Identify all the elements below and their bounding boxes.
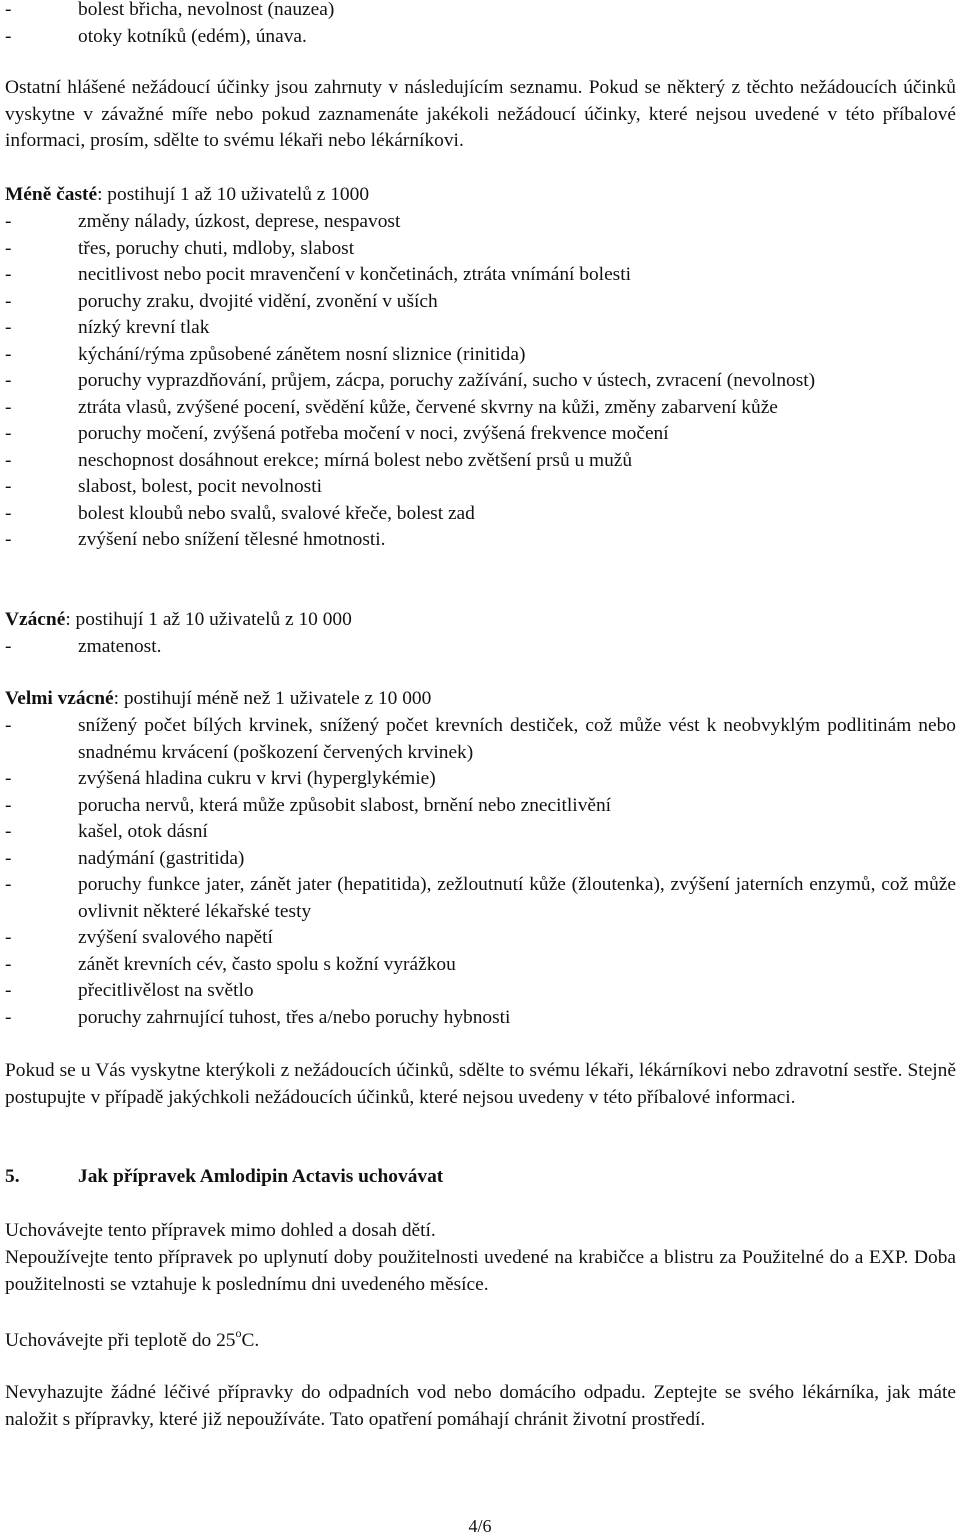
list-item-text: poruchy zraku, dvojité vidění, zvonění v uších: [78, 290, 438, 312]
list-item: - zvýšení nebo snížení tělesné hmotnosti.: [5, 527, 956, 554]
list-item-text: třes, poruchy chuti, mdloby, slabost: [78, 237, 355, 259]
very-rare-list: [5, 713, 956, 1031]
list-item: - slabost, bolest, pocit nevolnosti: [5, 474, 956, 501]
list-item: - kýchání/rýma způsobené zánětem nosní sliznice (rinitida): [5, 342, 956, 369]
list-item: - porucha nervů, která může způsobit slabost, brnění nebo znecitlivění: [5, 793, 956, 820]
list-item-text: nadýmání (gastritida): [78, 847, 245, 869]
list-item-text: zmatenost.: [78, 636, 162, 657]
uncommon-heading: Méně časté: postihují 1 až 10 uživatelů z 1000: [5, 184, 370, 205]
list-item: - snížený počet bílých krvinek, snížený počet krevních destiček, což může vést k neobvyklým podlitinám nebo snadnému krvácení (poškození červených krvinek): [5, 713, 956, 766]
rare-heading: Vzácné: postihují 1 až 10 uživatelů z 10 000: [5, 609, 352, 630]
list-item-text: ztráta vlasů, zvýšené pocení, svědění kůže, červené skvrny na kůži, změny zabarvení kůže: [78, 396, 778, 418]
list-item: - kašel, otok dásní: [5, 819, 956, 846]
list-item-text: nízký krevní tlak: [78, 317, 210, 338]
list-item-text: zvýšení nebo snížení tělesné hmotnosti.: [78, 529, 386, 550]
list-item-text: poruchy vyprazdňování, průjem, zácpa, poruchy zažívání, sucho v ústech, zvracení (nevolnost): [78, 370, 816, 391]
list-item: - bolest břicha, nevolnost (nauzea): [5, 0, 335, 20]
page-number: 4/6: [468, 1516, 492, 1536]
list-item: - poruchy zahrnující tuhost, třes a/nebo poruchy hybnosti: [5, 1005, 956, 1032]
list-item: - zvýšená hladina cukru v krvi (hyperglykémie): [5, 766, 956, 793]
list-item-text: bolest kloubů nebo svalů, svalové křeče, bolest zad: [78, 502, 475, 524]
list-item: - zvýšení svalového napětí: [5, 925, 956, 952]
list-item: - otoky kotníků (edém), únava.: [5, 25, 307, 47]
list-item: - poruchy zraku, dvojité vidění, zvonění v uších: [5, 289, 956, 316]
very-rare-heading: Velmi vzácné: postihují méně než 1 uživatele z 10 000: [5, 688, 432, 709]
list-item-text: zvýšení svalového napětí: [78, 927, 273, 948]
list-item-text: poruchy zahrnující tuhost, třes a/nebo poruchy hybnosti: [78, 1006, 511, 1028]
list-item-text: snížený počet bílých krvinek, snížený počet krevních destiček, což může vést k neobvyklým podlitinám nebo snadnému krvácení (poškození červených krvinek): [78, 715, 956, 763]
list-item: - ztráta vlasů, zvýšené pocení, svědění kůže, červené skvrny na kůži, změny zabarvení kůže: [5, 395, 956, 422]
section-number: 5.: [5, 1166, 20, 1187]
uncommon-list: [5, 209, 956, 554]
list-item: - zmatenost.: [5, 634, 956, 661]
list-item: - nadýmání (gastritida): [5, 846, 956, 873]
list-item-text: poruchy močení, zvýšená potřeba močení v noci, zvýšená frekvence močení: [78, 423, 669, 444]
list-item: - necitlivost nebo pocit mravenčení v končetinách, ztráta vnímání bolesti: [5, 262, 956, 289]
list-item-text: poruchy funkce jater, zánět jater (hepatitida), zežloutnutí kůže (žloutenka), zvýšení jaterních enzymů, což může ovlivnit některé lékařské testy: [78, 874, 956, 922]
report-paragraph: Pokud se u Vás vyskytne kterýkoli z nežádoucích účinků, sdělte to svému lékaři, lékárníkovi nebo zdravotní sestře. Stejně postupujte v případě jakýchkoli nežádoucích účinků, které nejsou uvedeny v této příbalové informaci.: [5, 1060, 956, 1108]
keep-away-paragraph: Uchovávejte tento přípravek mimo dohled a dosah dětí.: [5, 1220, 436, 1241]
top-list: [5, 0, 956, 50]
expiry-paragraph: Nepoužívejte tento přípravek po uplynutí doby použitelnosti uvedené na krabičce a blistru za Použitelné do a EXP. Doba použitelnosti se vztahuje k poslednímu dni uvedeného měsíce.: [5, 1247, 956, 1295]
list-item-text: kýchání/rýma způsobené zánětem nosní sliznice (rinitida): [78, 343, 526, 365]
list-item-text: kašel, otok dásní: [78, 821, 208, 842]
list-item-text: neschopnost dosáhnout erekce; mírná bolest nebo zvětšení prsů u mužů: [78, 449, 633, 471]
list-item-text: necitlivost nebo pocit mravenčení v končetinách, ztráta vnímání bolesti: [78, 264, 631, 285]
list-item-text: slabost, bolest, pocit nevolnosti: [78, 476, 322, 497]
list-item: - poruchy močení, zvýšená potřeba močení v noci, zvýšená frekvence močení: [5, 421, 956, 448]
list-item: - zánět krevních cév, často spolu s kožní vyrážkou: [5, 952, 956, 979]
list-item-text: přecitlivělost na světlo: [78, 980, 254, 1001]
list-item: - nízký krevní tlak: [5, 315, 956, 342]
section-title: Jak přípravek Amlodipin Actavis uchovávat: [78, 1166, 444, 1187]
list-item: - bolest kloubů nebo svalů, svalové křeče, bolest zad: [5, 501, 956, 528]
list-item-text: změny nálady, úzkost, deprese, nespavost: [78, 211, 401, 232]
rare-label: Vzácné: [5, 609, 66, 630]
list-item: - neschopnost dosáhnout erekce; mírná bolest nebo zvětšení prsů u mužů: [5, 448, 956, 475]
rare-list: [5, 634, 956, 661]
disposal-paragraph: Nevyhazujte žádné léčivé přípravky do odpadních vod nebo domácího odpadu. Zeptejte se svého lékárníka, jak máte naložit s přípravky, které již nepoužíváte. Tato opatření pomáhají chránit životní prostředí.: [5, 1382, 956, 1430]
list-item: - třes, poruchy chuti, mdloby, slabost: [5, 236, 956, 263]
list-item: - přecitlivělost na světlo: [5, 978, 956, 1005]
very-rare-label: Velmi vzácné: [5, 688, 114, 709]
list-item-text: zánět krevních cév, často spolu s kožní vyrážkou: [78, 953, 456, 975]
list-item: - poruchy vyprazdňování, průjem, zácpa, poruchy zažívání, sucho v ústech, zvracení (nevolnost): [5, 368, 956, 395]
section-5-heading: [5, 1164, 956, 1191]
list-item-text: zvýšená hladina cukru v krvi (hyperglykémie): [78, 768, 436, 789]
intro-paragraph: Ostatní hlášené nežádoucí účinky jsou zahrnuty v následujícím seznamu. Pokud se některý z těchto nežádoucích účinků vyskytne v závažné míře nebo pokud zaznamenáte jakékoli nežádoucí účinky, které nejsou uvedené v této příbalové informaci, prosím, sdělte to svému lékaři nebo lékárníkovi.: [5, 77, 956, 151]
list-item: - změny nálady, úzkost, deprese, nespavost: [5, 209, 956, 236]
storage-temperature: Uchovávejte při teplotě do 25$^o$C.: [5, 1325, 260, 1351]
uncommon-label: Méně časté: [5, 184, 98, 205]
list-item-text: porucha nervů, která může způsobit slabost, brnění nebo znecitlivění: [78, 794, 612, 816]
list-item: - poruchy funkce jater, zánět jater (hepatitida), zežloutnutí kůže (žloutenka), zvýšení jaterních enzymů, což může ovlivnit některé lékařské testy: [5, 872, 956, 925]
